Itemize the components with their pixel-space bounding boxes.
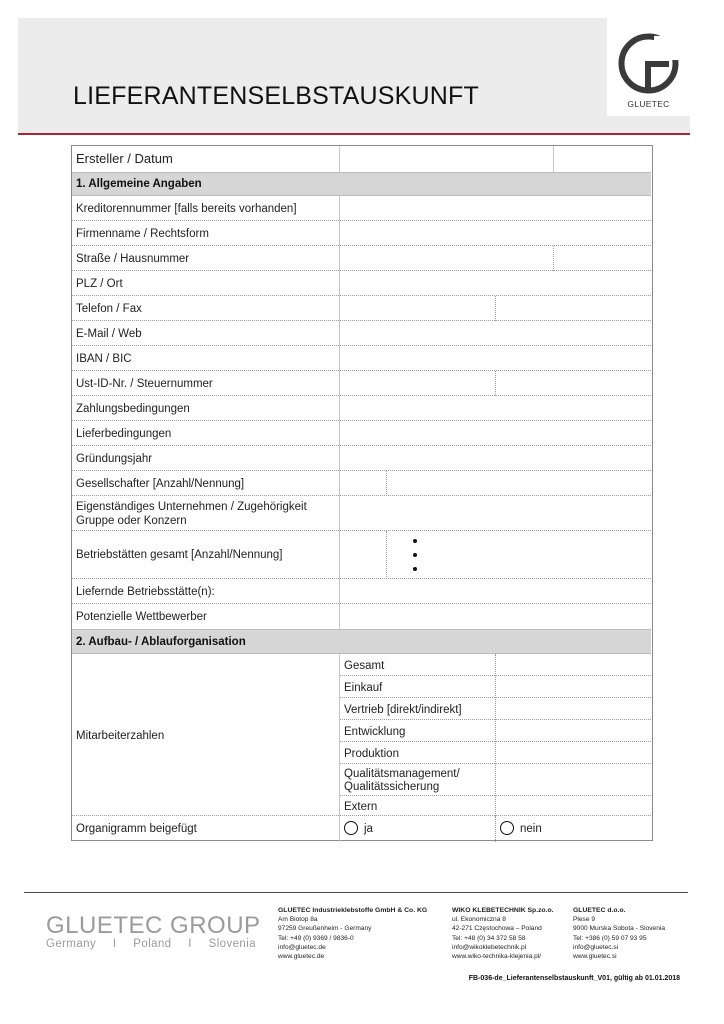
company-block-germany	[278, 906, 427, 961]
creator-date-field[interactable]	[554, 146, 651, 172]
field-label: Gesellschafter [Anzahl/Nennung]	[76, 478, 245, 490]
company-line: Tel: +48 (0) 34 372 58 58	[452, 934, 526, 942]
company-name: GLUETEC Industrieklebstoffe GmbH & Co. KG	[278, 907, 428, 914]
company-line: info@gluetec.de	[278, 943, 326, 951]
field-label: E-Mail / Web	[76, 328, 142, 340]
bullet-icon	[413, 553, 417, 557]
gluetec-logo-icon	[616, 31, 681, 96]
field-label: Straße / Hausnummer	[76, 253, 190, 265]
column-divider	[386, 531, 387, 579]
group-name: GLUETEC GROUP	[46, 912, 261, 939]
company-line: Tel: +386 (0) 59 07 93 95	[573, 934, 647, 942]
company-line: www.gluetec.de	[278, 953, 325, 961]
header-rule	[18, 133, 690, 135]
field-row-iban-bic[interactable]	[72, 346, 651, 371]
document-reference: FB-036-de_Lieferantenselbstauskunft_V01, gültig ab 01.01.2018	[468, 975, 680, 982]
bullet-icon	[413, 567, 417, 571]
section-title: 2. Aufbau- / Ablauforganisation	[76, 636, 246, 648]
creator-name-field[interactable]	[340, 146, 552, 172]
field-label: Ust-ID-Nr. / Steuernummer	[76, 378, 213, 390]
employee-row-label-line2: Qualitätssicherung	[344, 781, 440, 793]
column-divider	[386, 471, 387, 496]
field-row-email-web[interactable]	[72, 321, 651, 346]
company-line: ul. Ekonomiczna 8	[452, 916, 506, 924]
field-label-line2: Gruppe oder Konzern	[76, 515, 187, 527]
field-row-street[interactable]	[72, 246, 651, 271]
field-row-company[interactable]	[72, 221, 651, 246]
document-title: LIEFERANTENSELBSTAUSKUNFT	[73, 82, 480, 110]
section-header-general	[72, 172, 651, 196]
company-line: 42-271 Częstochowa – Poland	[452, 925, 542, 933]
field-label: Zahlungsbedingungen	[76, 403, 190, 415]
org-chart-row	[72, 816, 651, 841]
column-divider	[495, 654, 496, 816]
field-row-delivery-sites[interactable]	[72, 579, 651, 604]
header-band	[18, 18, 690, 133]
radio-no-label: nein	[520, 823, 542, 835]
field-row-creditor[interactable]	[72, 196, 651, 221]
field-label: PLZ / Ort	[76, 278, 123, 290]
column-divider	[495, 296, 496, 321]
field-row-delivery-terms[interactable]	[72, 421, 651, 446]
employees-label: Mitarbeiterzahlen	[76, 730, 165, 742]
radio-no[interactable]	[500, 821, 514, 835]
field-row-founding-year[interactable]	[72, 446, 651, 471]
company-line: 97259 Greußenheim - Germany	[278, 925, 372, 933]
company-block-poland	[452, 906, 554, 961]
field-row-payment-terms[interactable]	[72, 396, 651, 421]
radio-yes[interactable]	[344, 821, 358, 835]
column-divider	[553, 246, 554, 271]
company-line: 9000 Murska Sobota - Slovenia	[573, 925, 666, 933]
employee-row-label-line1: Qualitätsmanagement/	[344, 768, 460, 780]
field-label: Kreditorennummer [falls bereits vorhanden]	[76, 203, 297, 215]
field-row-vat-tax[interactable]	[72, 371, 651, 396]
company-line: info@wikoklebetechnik.pl	[452, 943, 527, 951]
field-row-zip-city[interactable]	[72, 271, 651, 296]
radio-yes-label: ja	[364, 823, 373, 835]
org-chart-label: Organigramm beigefügt	[76, 823, 197, 835]
field-label: Telefon / Fax	[76, 303, 142, 315]
employee-row-label: Gesamt	[344, 660, 385, 672]
field-label: Potenzielle Wettbewerber	[76, 611, 207, 623]
company-block-slovenia	[573, 906, 665, 961]
field-row-competitors[interactable]	[72, 604, 651, 629]
company-line: Plese 9	[573, 916, 595, 924]
employee-row-label: Produktion	[344, 748, 399, 760]
company-line: www.gluetec.si	[573, 953, 617, 961]
field-row-phone-fax[interactable]	[72, 296, 651, 321]
field-label: Liefernde Betriebsstätte(n):	[76, 586, 215, 598]
field-label: IBAN / BIC	[76, 353, 132, 365]
company-name: GLUETEC d.o.o.	[573, 907, 626, 914]
field-row-shareholders[interactable]	[72, 471, 651, 496]
company-line: info@gluetec.si	[573, 943, 619, 951]
employee-row-label: Extern	[344, 801, 378, 813]
creator-label: Ersteller / Datum	[76, 151, 173, 166]
employee-row-label: Vertrieb [direkt/indirekt]	[344, 704, 462, 716]
group-countries: Germany I Poland I Slovenia	[46, 938, 256, 950]
field-label-line1: Eigenständiges Unternehmen / Zugehörigkeit	[76, 501, 307, 513]
section-title: 1. Allgemeine Angaben	[76, 178, 202, 190]
field-row-group-affiliation[interactable]	[72, 496, 651, 531]
field-label: Lieferbedingungen	[76, 428, 172, 440]
footer-rule	[24, 892, 688, 893]
column-divider	[339, 654, 340, 842]
supplier-form	[71, 145, 653, 841]
bullet-icon	[413, 539, 417, 543]
column-divider	[495, 371, 496, 396]
section-header-organisation	[72, 629, 651, 654]
company-line: www.wiko-technika-klejenia.pl/	[452, 953, 542, 961]
logo-text: GLUETEC	[627, 99, 670, 109]
field-label: Betriebstätten gesamt [Anzahl/Nennung]	[76, 549, 283, 561]
field-label: Firmenname / Rechtsform	[76, 228, 209, 240]
column-divider	[339, 196, 340, 629]
field-label: Gründungsjahr	[76, 453, 153, 465]
company-name: WIKO KLEBETECHNIK Sp.zo.o.	[452, 907, 554, 914]
company-line: Tel: +49 (0) 9369 / 9836-0	[278, 934, 354, 942]
company-line: Am Biotop 8a	[278, 916, 318, 924]
employee-row-label: Einkauf	[344, 682, 383, 694]
employee-row-label: Entwicklung	[344, 726, 406, 738]
field-row-sites-total[interactable]	[72, 531, 651, 579]
